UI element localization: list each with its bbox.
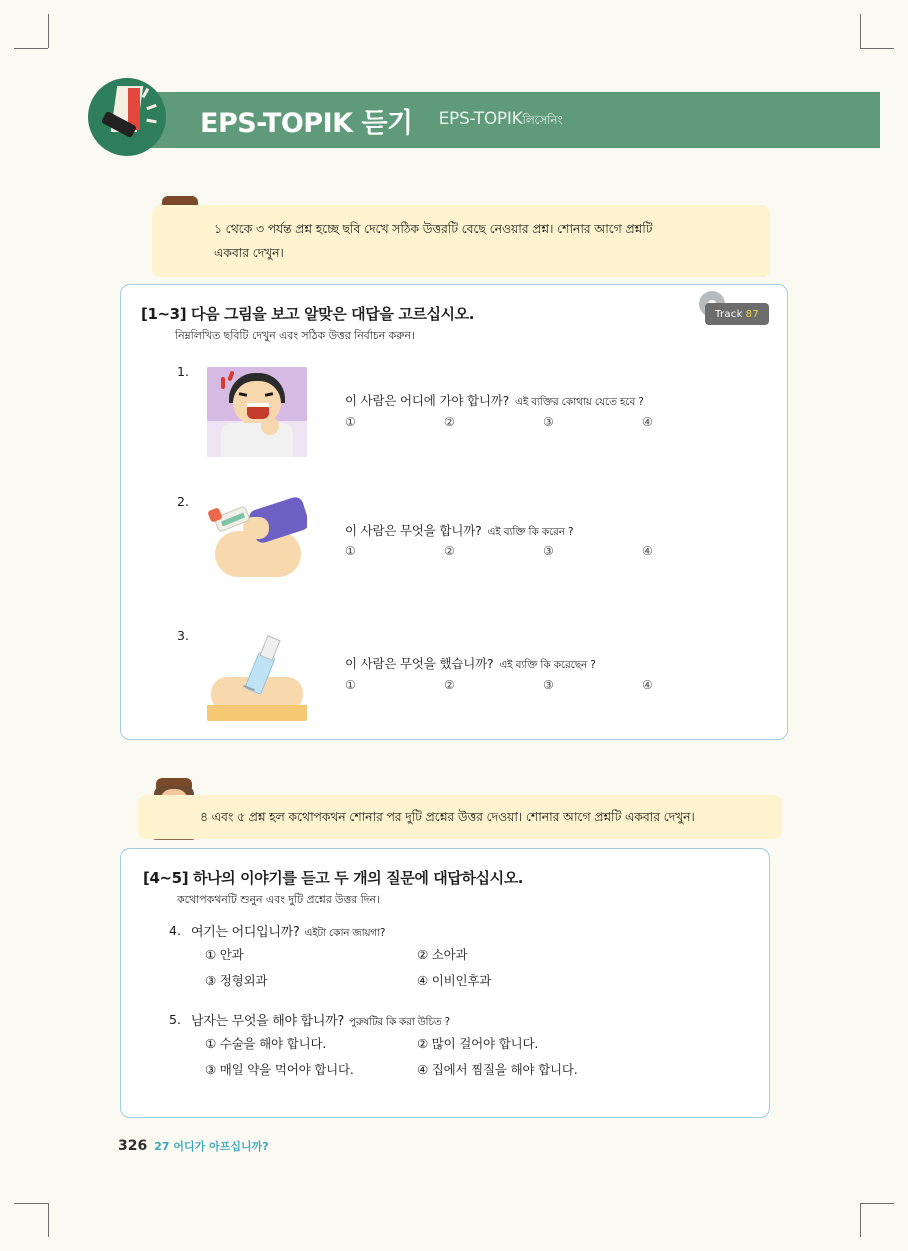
item-1-question-bn: এই ব্যক্তির কোথায় যেতে হবে ?: [515, 396, 644, 408]
item-4-option-4[interactable]: ④ 이비인후과: [417, 973, 492, 988]
crop-mark-bottom-right-v: [860, 1203, 861, 1237]
crop-mark-top-left-v: [48, 14, 49, 48]
item-5-option-3[interactable]: ③ 매일 약을 먹어야 합니다.: [205, 1062, 354, 1077]
item-1-choice-2[interactable]: ②: [444, 415, 455, 429]
item-5-option-1[interactable]: ① 수술을 해야 합니다.: [205, 1036, 327, 1051]
item-3-question-bn: এই ব্যক্তি কি করেছেন ?: [499, 659, 596, 671]
callout-2-line-1: ৪ এবং ৫ প্রশ্ন হল কথোপকথন শোনার পর দুটি প্রশ্নের উত্তর দেওয়া। শোনার আগে প্রশ্নটি একবার দেখুন।: [200, 809, 695, 824]
item-4-option-2[interactable]: ② 소아과: [417, 947, 468, 962]
instruction-callout-2: [138, 795, 782, 839]
item-3-question-ko: 이 사람은 무엇을 했습니까?: [345, 656, 494, 671]
item-4-question: [191, 921, 385, 943]
crop-mark-bottom-right-h: [860, 1203, 894, 1204]
track-label: Track: [715, 308, 743, 320]
item-1-image: [207, 367, 307, 457]
item-2-question: [345, 521, 573, 542]
track-badge[interactable]: [705, 303, 769, 325]
page-subtitle-ko: EPS-TOPIK: [438, 108, 523, 129]
question-box-1: [120, 284, 788, 740]
item-2-question-ko: 이 사람은 무엇을 합니까?: [345, 523, 482, 538]
item-3-image: [207, 631, 307, 721]
section2-heading: [4~5] 하나의 이야기를 듣고 두 개의 질문에 대답하십시오.: [143, 869, 524, 887]
page-number: 326: [118, 1138, 148, 1154]
item-4-question-bn: এইটা কোন জায়গা?: [304, 927, 386, 939]
item-2-choice-3[interactable]: ③: [543, 544, 554, 558]
item-3-choice-4[interactable]: ④: [642, 678, 653, 692]
item-2-question-bn: এই ব্যক্তি কি করেন ?: [487, 526, 574, 538]
page-header-banner: [124, 92, 880, 148]
instruction-callout-1: [152, 205, 770, 277]
section2-subheading: কথোপকথনটি শুনুন এবং দুটি প্রশ্নের উত্তর দিন।: [177, 893, 380, 906]
item-5-option-4[interactable]: ④ 집에서 찜질을 해야 합니다.: [417, 1062, 578, 1077]
section1-heading: [1~3] 다음 그림을 보고 알맞은 대답을 고르십시오.: [141, 305, 475, 323]
page-title: EPS-TOPIK 듣기: [200, 107, 413, 139]
item-1-choices: [345, 415, 741, 429]
item-3-choice-1[interactable]: ①: [345, 678, 356, 692]
item-4-option-3[interactable]: ③ 정형외과: [205, 973, 268, 988]
crop-mark-bottom-left-h: [14, 1203, 48, 1204]
item-1-question-ko: 이 사람은 어디에 가야 합니까?: [345, 393, 510, 408]
item-1-choice-3[interactable]: ③: [543, 415, 554, 429]
item-2-choice-2[interactable]: ②: [444, 544, 455, 558]
item-3-choice-3[interactable]: ③: [543, 678, 554, 692]
listening-badge-icon: [88, 78, 166, 156]
item-5-option-2[interactable]: ② 많이 걸어야 합니다.: [417, 1036, 539, 1051]
crop-mark-top-right-h: [860, 48, 894, 49]
track-number: 87: [745, 308, 759, 320]
item-4-option-1[interactable]: ① 안과: [205, 947, 244, 962]
item-4-question-ko: 여기는 어디입니까?: [191, 925, 300, 940]
section1-subheading: নিম্নলিখিত ছবিটি দেখুন এবং সঠিক উত্তর নির্বাচন করুন।: [175, 329, 415, 342]
item-2-number: 2.: [177, 494, 189, 509]
item-2-choice-4[interactable]: ④: [642, 544, 653, 558]
item-2-choice-1[interactable]: ①: [345, 544, 356, 558]
item-5-question: [191, 1010, 450, 1032]
item-5-question-ko: 남자는 무엇을 해야 합니까?: [191, 1014, 344, 1029]
crop-mark-bottom-left-v: [48, 1203, 49, 1237]
item-3-choice-2[interactable]: ②: [444, 678, 455, 692]
footer-chapter-title: 27 어디가 아프십니까?: [154, 1140, 269, 1153]
item-3-question: [345, 654, 596, 675]
item-4-number: 4.: [169, 923, 181, 938]
item-1-choice-4[interactable]: ④: [642, 415, 653, 429]
page-subtitle-bn: লিসেনিং: [522, 112, 563, 127]
item-2-image: [207, 497, 307, 587]
callout-1-line-2: একবার দেখুন।: [214, 244, 284, 260]
item-3-choices: [345, 678, 741, 692]
item-5-question-bn: পুরুষটির কি করা উচিত ?: [348, 1016, 450, 1028]
question-box-2: [120, 848, 770, 1118]
item-5-number: 5.: [169, 1012, 181, 1027]
crop-mark-top-left-h: [14, 48, 48, 49]
item-1-choice-1[interactable]: ①: [345, 415, 356, 429]
item-2-choices: [345, 544, 741, 558]
page-subtitle: [439, 109, 563, 132]
callout-1-line-1: ১ থেকে ৩ পর্যন্ত প্রশ্ন হচ্ছে ছবি দেখে সঠিক উত্তরটি বেছে নেওয়ার প্রশ্ন। শোনার আগে প্রশ্নটি: [214, 221, 653, 236]
page-footer: [118, 1138, 269, 1154]
item-3-number: 3.: [177, 628, 189, 643]
crop-mark-top-right-v: [860, 14, 861, 48]
item-1-question: [345, 391, 644, 412]
item-1-number: 1.: [177, 364, 189, 379]
